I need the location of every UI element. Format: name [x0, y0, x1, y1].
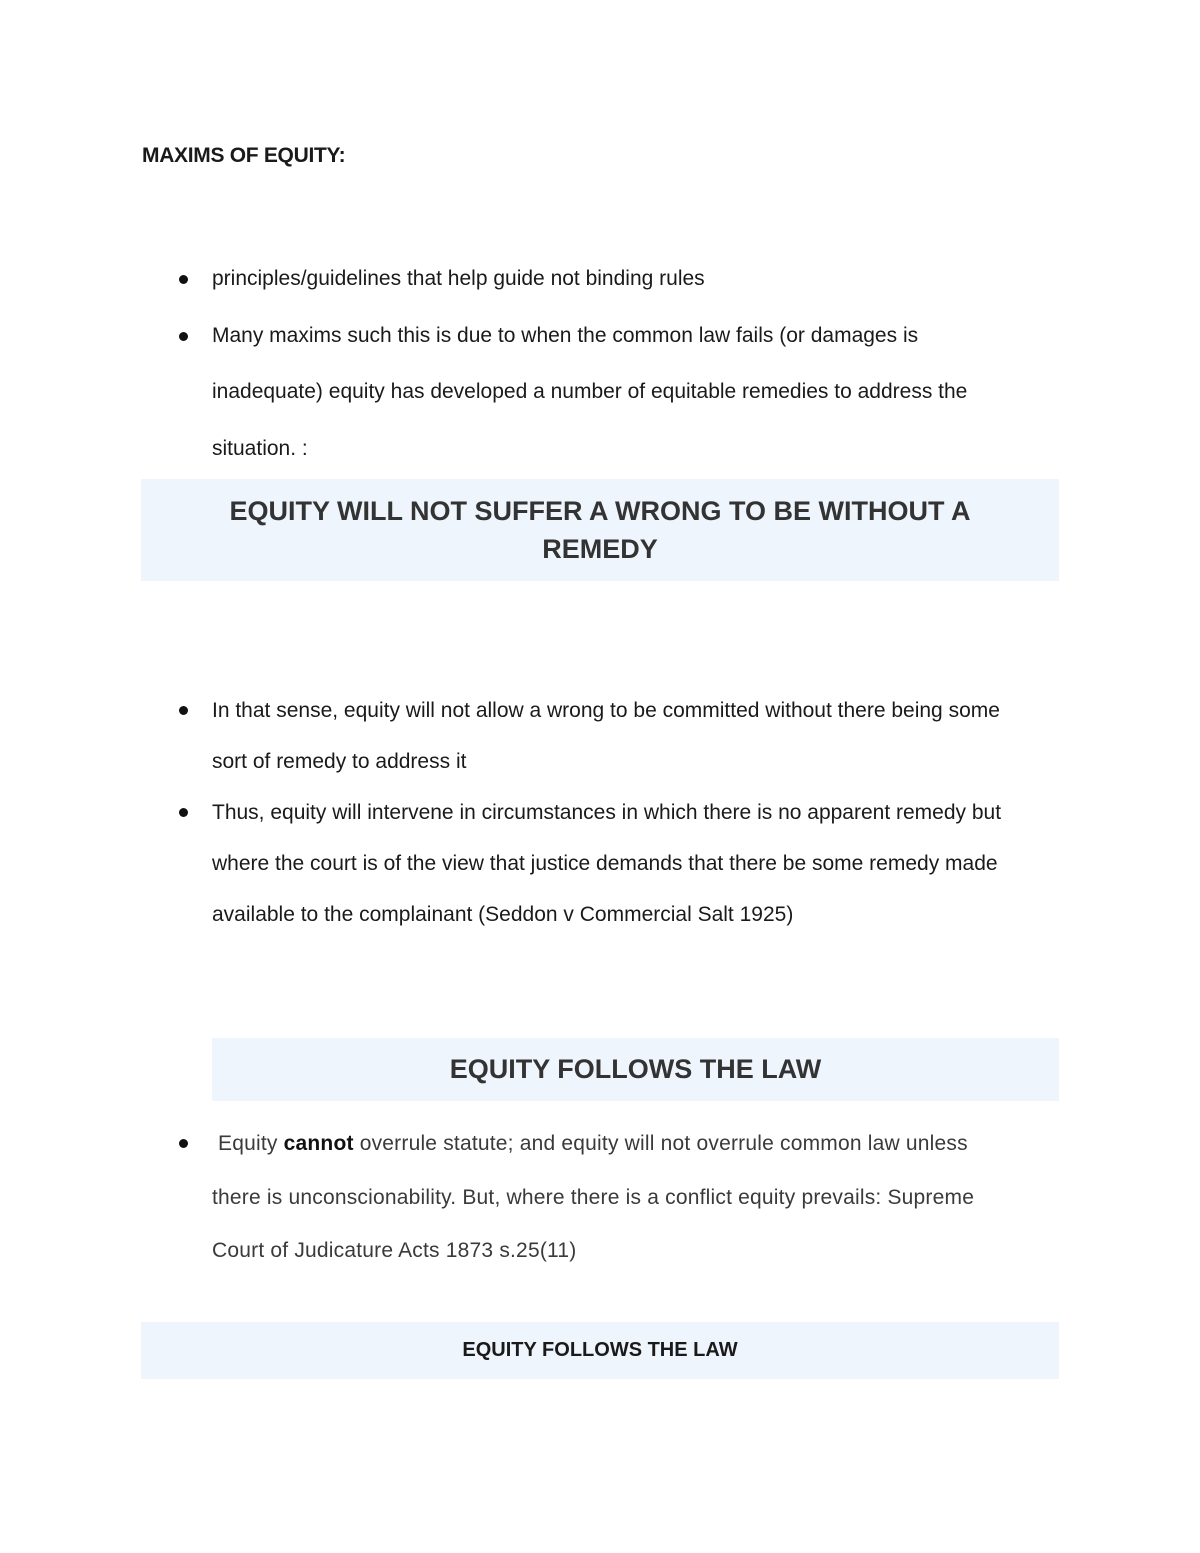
list-item — [142, 787, 1002, 940]
list-item-text-prefix: Equity — [212, 1132, 284, 1155]
remedy-bullet-list — [142, 685, 1002, 940]
list-item-text: Thus, equity will intervene in circumstances in which there is no apparent remedy but where the court is of the view that justice demands that there be some remedy made available to the complainant (Seddon v Commercial Salt 1925) — [212, 801, 1002, 926]
bullet-icon — [179, 275, 188, 284]
bullet-icon — [179, 1139, 188, 1148]
list-item-text: Many maxims such this is due to when the common law fails (or damages is inadequate) equity has developed a number of equitable remedies to address the situation. : — [212, 323, 968, 460]
list-item-text: principles/guidelines that help guide not binding rules — [212, 267, 705, 290]
list-item — [142, 251, 1002, 308]
list-item-text-rest: overrule statute; and equity will not overrule common law unless there is unconscionability. But, where there is a conflict equity prevails: Supreme Court of Judicature Acts 1873 s.25(11) — [212, 1132, 975, 1262]
bullet-icon — [179, 332, 188, 341]
list-item-emphasis: cannot — [283, 1132, 354, 1155]
document-title: MAXIMS OF EQUITY: — [142, 144, 346, 167]
list-item — [142, 308, 1002, 478]
list-item — [142, 685, 1002, 787]
section-heading-follows-law-2: EQUITY FOLLOWS THE LAW — [141, 1322, 1059, 1379]
bullet-icon — [179, 808, 188, 817]
section-heading-follows-law: EQUITY FOLLOWS THE LAW — [212, 1038, 1059, 1101]
list-item-text: In that sense, equity will not allow a wrong to be committed without there being some sort of remedy to address it — [212, 699, 1000, 773]
intro-bullet-list — [142, 251, 1002, 477]
section-heading-remedy: EQUITY WILL NOT SUFFER A WRONG TO BE WITHOUT A REMEDY — [141, 479, 1059, 581]
follows-law-bullet-list — [142, 1117, 1002, 1278]
bullet-icon — [179, 706, 188, 715]
list-item — [142, 1117, 1002, 1278]
